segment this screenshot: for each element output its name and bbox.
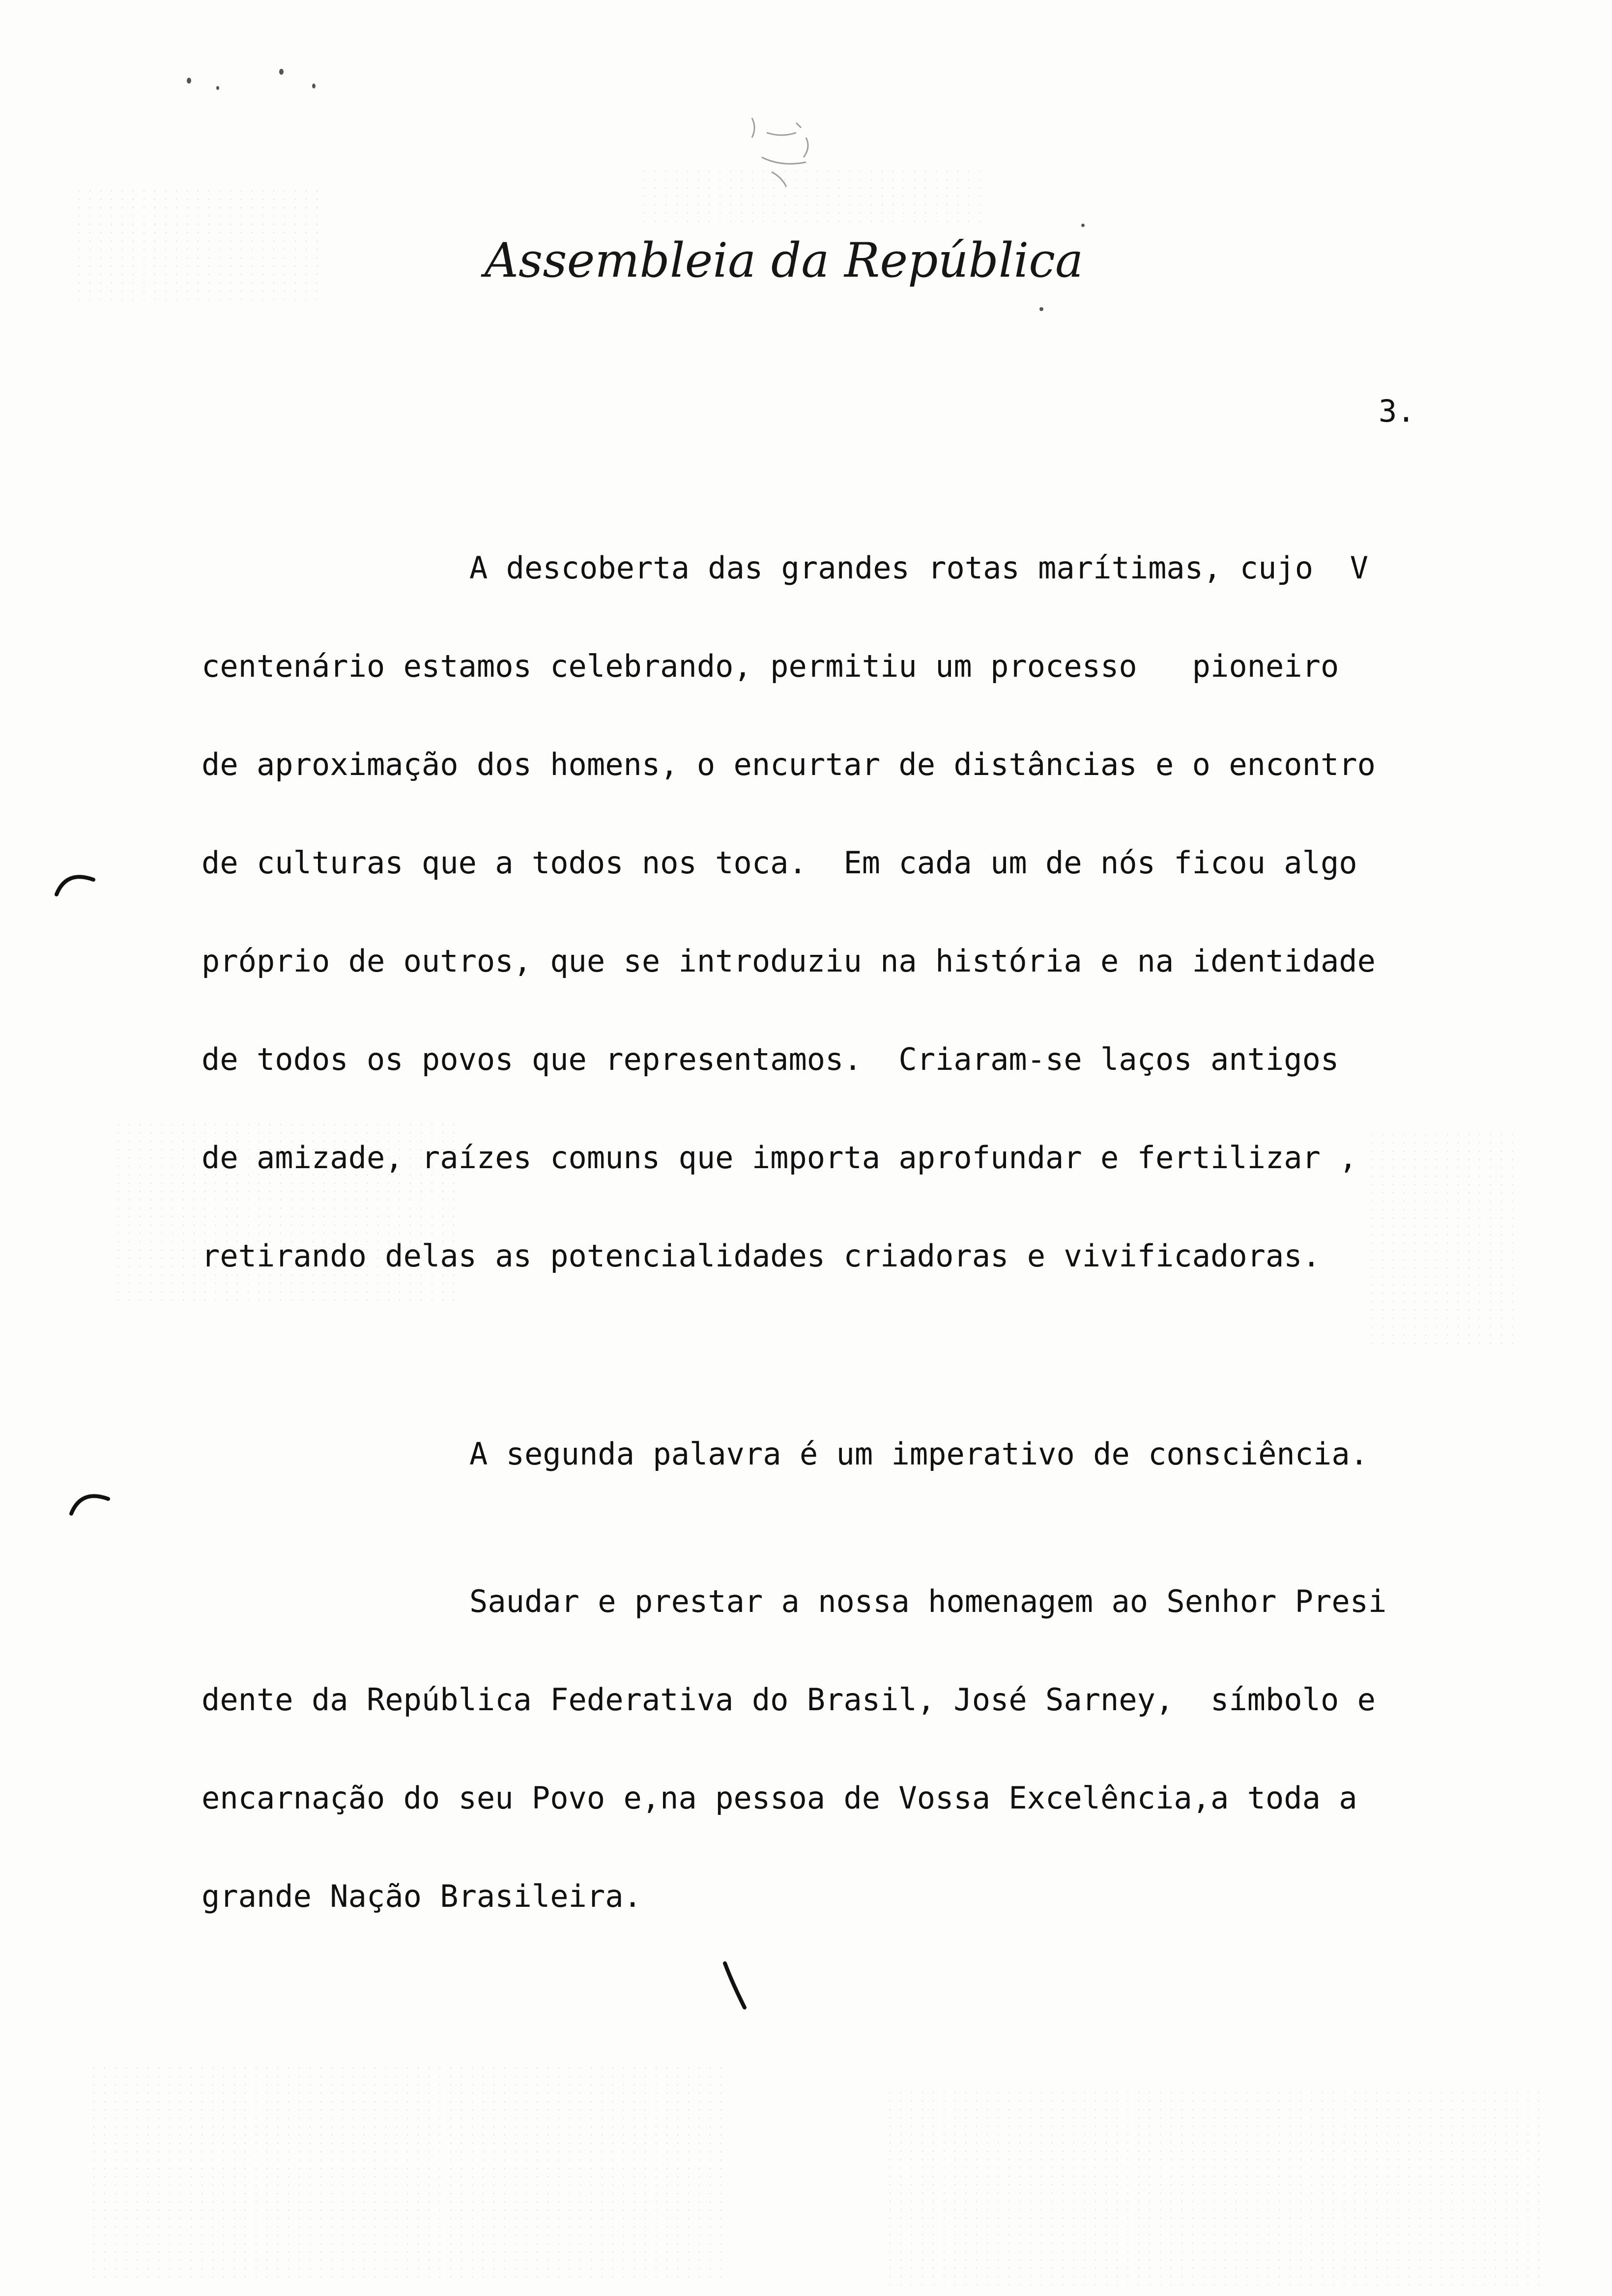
paragraph-line: próprio de outros, que se introduziu na história e na identidade xyxy=(202,943,1376,979)
speckle xyxy=(187,78,191,84)
pen-stroke-mark xyxy=(720,1958,749,2012)
margin-bracket-mark xyxy=(52,865,96,899)
paragraph-line: de culturas que a todos nos toca. Em cada um de nós ficou algo xyxy=(202,845,1357,881)
paragraph-line: de todos os povos que representamos. Criaram-se laços antigos xyxy=(202,1041,1339,1077)
scan-noise-bottom-right xyxy=(885,2089,1548,2285)
paragraph-line: de aproximação dos homens, o encurtar de distâncias e o encontro xyxy=(202,746,1376,782)
scan-noise-right-mid xyxy=(1366,1130,1514,1351)
speckle xyxy=(312,84,316,88)
paragraph-line: de amizade, raízes comuns que importa aprofundar e fertilizar , xyxy=(202,1140,1357,1176)
scan-noise-bottom-left xyxy=(88,2064,727,2280)
speckle xyxy=(216,86,219,90)
speckle xyxy=(1039,307,1043,311)
margin-bracket-mark xyxy=(66,1484,111,1519)
paragraph-line: Saudar e prestar a nossa homenagem ao Senhor Presi xyxy=(469,1583,1387,1619)
page-number: 3. xyxy=(1379,393,1415,429)
speckle xyxy=(279,69,284,75)
paragraph-line: A descoberta das grandes rotas marítimas, cujo V xyxy=(469,550,1369,586)
paragraph-line: grande Nação Brasileira. xyxy=(202,1878,642,1914)
paragraph-line: dente da República Federativa do Brasil, José Sarney, símbolo e xyxy=(202,1682,1376,1718)
crest-mark xyxy=(722,103,840,201)
paragraph-line: A segunda palavra é um imperativo de consciência. xyxy=(469,1436,1369,1472)
paragraph-line: encarnação do seu Povo e,na pessoa de Vossa Excelência,a toda a xyxy=(202,1780,1357,1816)
speckle xyxy=(1081,224,1085,227)
scan-noise-top-left xyxy=(74,187,319,300)
paragraph-line: retirando delas as potencialidades criadoras e vivificadoras. xyxy=(202,1238,1321,1274)
letterhead-title: Assembleia da República xyxy=(484,233,1084,288)
paragraph-line: centenário estamos celebrando, permitiu um processo pioneiro xyxy=(202,648,1339,684)
